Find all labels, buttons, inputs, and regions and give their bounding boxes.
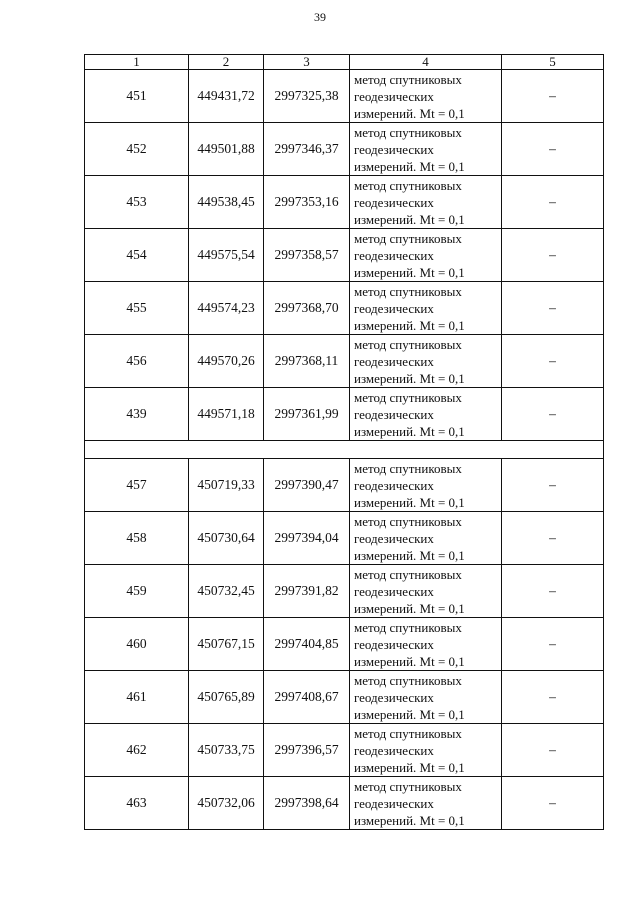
- y-coordinate-cell: 2997361,99: [264, 388, 350, 441]
- table-row: [85, 229, 604, 282]
- method-line: измерений. Mt = 0,1: [354, 370, 465, 386]
- y-coordinate-cell: 2997368,70: [264, 282, 350, 335]
- group-separator-cell: [85, 441, 604, 459]
- y-coordinate-cell: 2997396,57: [264, 724, 350, 777]
- point-number-cell: 439: [85, 388, 189, 441]
- method-line: измерений. Mt = 0,1: [354, 812, 465, 828]
- method-line: геодезических: [354, 141, 434, 157]
- method-line: геодезических: [354, 795, 434, 811]
- x-coordinate-cell: 450767,15: [189, 618, 264, 671]
- header-cell-2: 2: [189, 55, 264, 70]
- y-coordinate-cell: 2997404,85: [264, 618, 350, 671]
- table-row: [85, 388, 604, 441]
- point-number-cell: 458: [85, 512, 189, 565]
- y-coordinate-cell: 2997358,57: [264, 229, 350, 282]
- point-number-cell: 459: [85, 565, 189, 618]
- x-coordinate-cell: 449570,26: [189, 335, 264, 388]
- note-cell: –: [502, 565, 604, 618]
- method-cell: [350, 335, 502, 388]
- table-row: [85, 724, 604, 777]
- x-coordinate-cell: 450765,89: [189, 671, 264, 724]
- x-coordinate-cell: 449571,18: [189, 388, 264, 441]
- table-header-row: [85, 55, 604, 70]
- method-line: измерений. Mt = 0,1: [354, 158, 465, 174]
- point-number-cell: 452: [85, 123, 189, 176]
- table-row: [85, 176, 604, 229]
- method-line: геодезических: [354, 194, 434, 210]
- x-coordinate-cell: 450732,45: [189, 565, 264, 618]
- point-number-cell: 456: [85, 335, 189, 388]
- y-coordinate-cell: 2997394,04: [264, 512, 350, 565]
- table-row: [85, 671, 604, 724]
- note-cell: –: [502, 70, 604, 123]
- note-cell: –: [502, 282, 604, 335]
- method-cell: [350, 70, 502, 123]
- method-cell: [350, 176, 502, 229]
- method-cell: [350, 229, 502, 282]
- point-number-cell: 462: [85, 724, 189, 777]
- y-coordinate-cell: 2997391,82: [264, 565, 350, 618]
- method-line: метод спутниковых: [354, 566, 462, 582]
- note-cell: –: [502, 176, 604, 229]
- note-cell: –: [502, 229, 604, 282]
- point-number-cell: 454: [85, 229, 189, 282]
- method-cell: [350, 123, 502, 176]
- method-line: геодезических: [354, 583, 434, 599]
- table-row: [85, 282, 604, 335]
- method-cell: [350, 724, 502, 777]
- method-line: измерений. Mt = 0,1: [354, 759, 465, 775]
- coordinates-table: [84, 54, 604, 830]
- point-number-cell: 455: [85, 282, 189, 335]
- x-coordinate-cell: 450719,33: [189, 459, 264, 512]
- method-line: метод спутниковых: [354, 124, 462, 140]
- method-line: измерений. Mt = 0,1: [354, 105, 465, 121]
- point-number-cell: 453: [85, 176, 189, 229]
- group-separator-row: [85, 441, 604, 459]
- method-line: измерений. Mt = 0,1: [354, 653, 465, 669]
- method-line: геодезических: [354, 477, 434, 493]
- method-line: метод спутниковых: [354, 177, 462, 193]
- method-line: измерений. Mt = 0,1: [354, 600, 465, 616]
- x-coordinate-cell: 449575,54: [189, 229, 264, 282]
- x-coordinate-cell: 450733,75: [189, 724, 264, 777]
- method-line: метод спутниковых: [354, 619, 462, 635]
- method-line: метод спутниковых: [354, 71, 462, 87]
- method-line: метод спутниковых: [354, 778, 462, 794]
- method-line: геодезических: [354, 636, 434, 652]
- note-cell: –: [502, 388, 604, 441]
- header-cell-3: 3: [264, 55, 350, 70]
- table-body: [85, 55, 604, 830]
- header-cell-4: 4: [350, 55, 502, 70]
- note-cell: –: [502, 724, 604, 777]
- x-coordinate-cell: 450732,06: [189, 777, 264, 830]
- method-line: метод спутниковых: [354, 725, 462, 741]
- method-cell: [350, 565, 502, 618]
- table-row: [85, 565, 604, 618]
- method-line: измерений. Mt = 0,1: [354, 211, 465, 227]
- table-row: [85, 618, 604, 671]
- method-line: измерений. Mt = 0,1: [354, 547, 465, 563]
- y-coordinate-cell: 2997368,11: [264, 335, 350, 388]
- method-line: метод спутниковых: [354, 230, 462, 246]
- header-cell-5: 5: [502, 55, 604, 70]
- point-number-cell: 457: [85, 459, 189, 512]
- point-number-cell: 461: [85, 671, 189, 724]
- method-cell: [350, 512, 502, 565]
- method-line: геодезических: [354, 530, 434, 546]
- method-cell: [350, 388, 502, 441]
- note-cell: –: [502, 459, 604, 512]
- method-line: измерений. Mt = 0,1: [354, 423, 465, 439]
- point-number-cell: 451: [85, 70, 189, 123]
- y-coordinate-cell: 2997353,16: [264, 176, 350, 229]
- note-cell: –: [502, 123, 604, 176]
- note-cell: –: [502, 512, 604, 565]
- x-coordinate-cell: 449538,45: [189, 176, 264, 229]
- table-row: [85, 123, 604, 176]
- x-coordinate-cell: 450730,64: [189, 512, 264, 565]
- y-coordinate-cell: 2997346,37: [264, 123, 350, 176]
- method-line: измерений. Mt = 0,1: [354, 706, 465, 722]
- point-number-cell: 463: [85, 777, 189, 830]
- method-cell: [350, 282, 502, 335]
- note-cell: –: [502, 618, 604, 671]
- table-row: [85, 70, 604, 123]
- note-cell: –: [502, 335, 604, 388]
- method-line: геодезических: [354, 742, 434, 758]
- method-line: геодезических: [354, 300, 434, 316]
- x-coordinate-cell: 449431,72: [189, 70, 264, 123]
- method-line: геодезических: [354, 406, 434, 422]
- method-line: метод спутниковых: [354, 460, 462, 476]
- note-cell: –: [502, 671, 604, 724]
- x-coordinate-cell: 449574,23: [189, 282, 264, 335]
- table-row: [85, 512, 604, 565]
- note-cell: –: [502, 777, 604, 830]
- point-number-cell: 460: [85, 618, 189, 671]
- y-coordinate-cell: 2997408,67: [264, 671, 350, 724]
- method-line: метод спутниковых: [354, 672, 462, 688]
- method-line: геодезических: [354, 689, 434, 705]
- method-cell: [350, 618, 502, 671]
- method-line: геодезических: [354, 247, 434, 263]
- method-line: измерений. Mt = 0,1: [354, 264, 465, 280]
- page-number: 39: [314, 10, 326, 24]
- method-line: измерений. Mt = 0,1: [354, 494, 465, 510]
- x-coordinate-cell: 449501,88: [189, 123, 264, 176]
- method-cell: [350, 671, 502, 724]
- method-cell: [350, 459, 502, 512]
- method-line: геодезических: [354, 88, 434, 104]
- y-coordinate-cell: 2997390,47: [264, 459, 350, 512]
- y-coordinate-cell: 2997398,64: [264, 777, 350, 830]
- method-line: геодезических: [354, 353, 434, 369]
- table-row: [85, 335, 604, 388]
- method-line: метод спутниковых: [354, 283, 462, 299]
- method-cell: [350, 777, 502, 830]
- table-row: [85, 777, 604, 830]
- method-line: метод спутниковых: [354, 389, 462, 405]
- method-line: метод спутниковых: [354, 513, 462, 529]
- header-cell-1: 1: [85, 55, 189, 70]
- table-row: [85, 459, 604, 512]
- method-line: метод спутниковых: [354, 336, 462, 352]
- method-line: измерений. Mt = 0,1: [354, 317, 465, 333]
- y-coordinate-cell: 2997325,38: [264, 70, 350, 123]
